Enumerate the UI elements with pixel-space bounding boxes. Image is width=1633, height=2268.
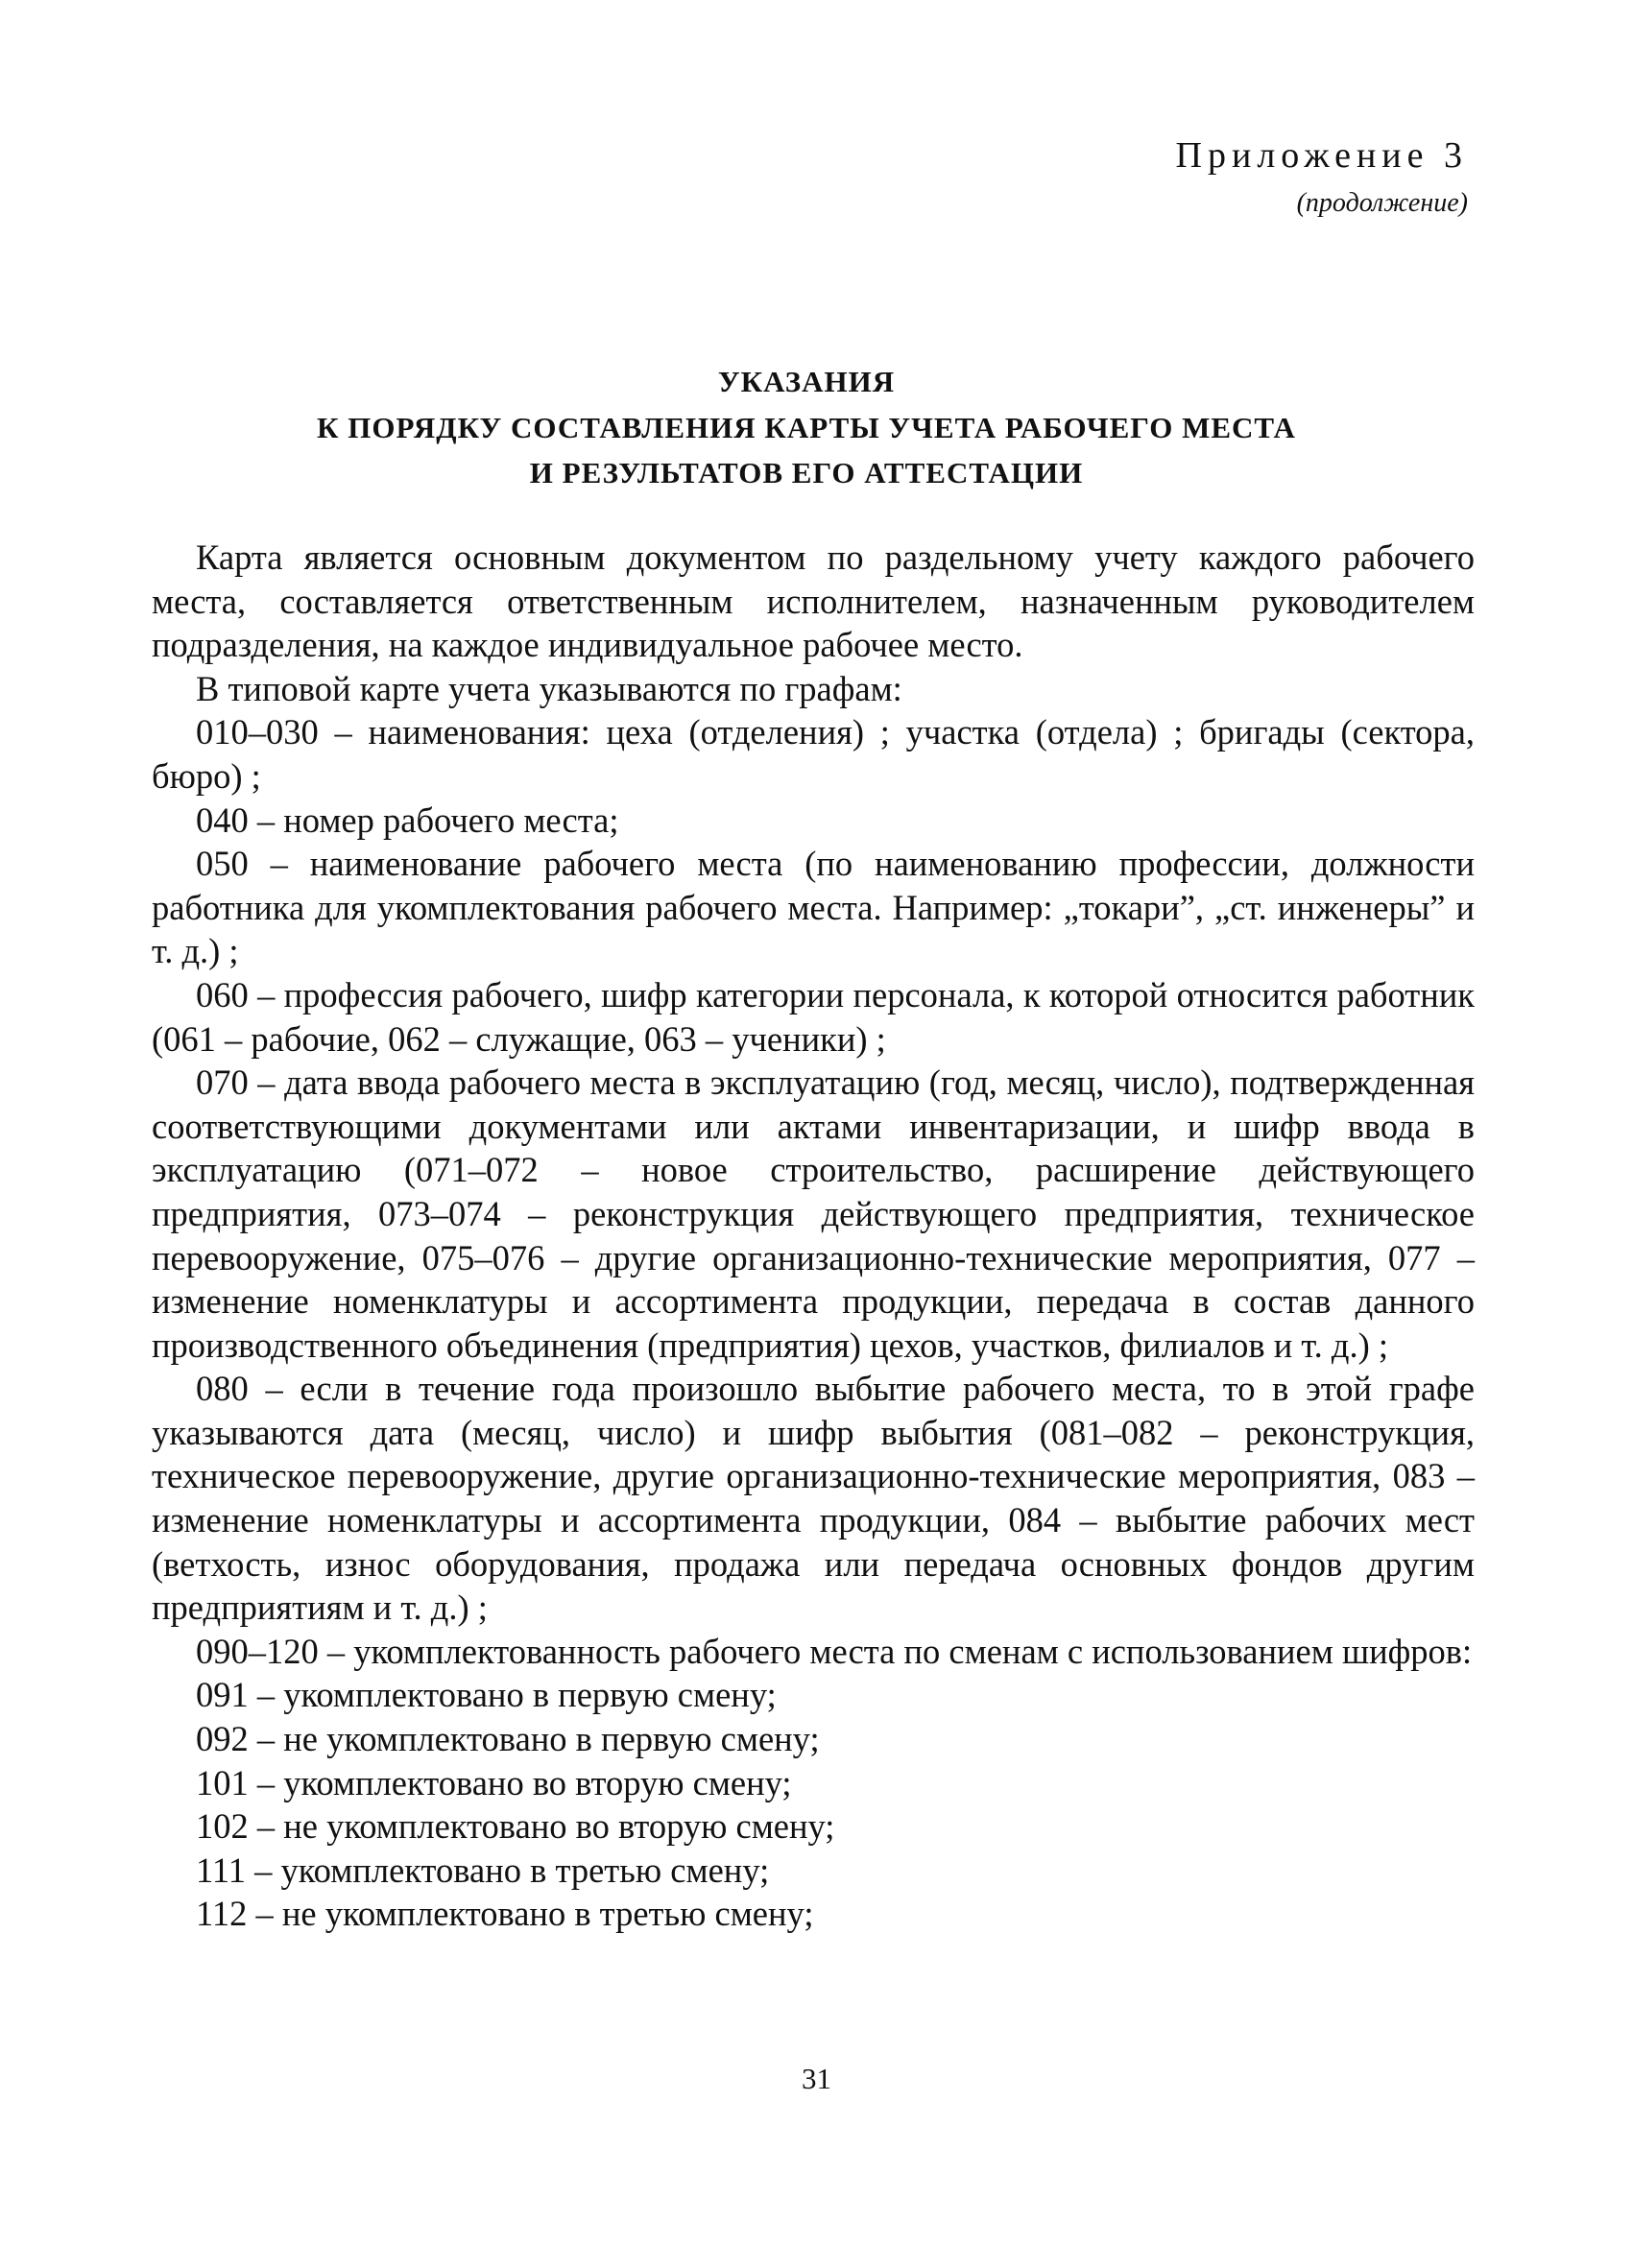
appendix-continuation: (продолжение) — [1296, 188, 1468, 218]
title-line-1: УКАЗАНИЯ — [717, 365, 896, 398]
paragraph-080: 080 – если в течение года произошло выбытие рабочего места, то в этой графе указываются дата (месяц, число) и шифр выбытия (081–082 – реконструкция, техническое перевооружение, другие организационно-технические мероприятия, 083 – изменение номенклатуры и ассортимента продукции, 084 – выбытие рабочих мест (ветхость, износ оборудования, продажа или передача основных фондов другим предприятиям и т. д.) ; — [152, 1369, 1475, 1628]
page-number: 31 — [802, 2062, 831, 2095]
paragraph-040: 040 – номер рабочего места; — [196, 800, 619, 840]
list-item-111: 111 – укомплектовано в третью смену; — [196, 1850, 770, 1890]
paragraph-090-120: 090–120 – укомплектованность рабочего места по сменам с использованием шифров: — [196, 1631, 1473, 1671]
list-item-091: 091 – укомплектовано в первую смену; — [196, 1675, 777, 1715]
appendix-label: Приложение 3 — [1175, 135, 1468, 176]
paragraph-070: 070 – дата ввода рабочего места в эксплуатацию (год, месяц, число), подтвержденная соответствующими документами или актами инвентаризации, и шифр ввода в эксплуатацию (071–072 – новое строительство, расширение действующего предприятия, 073–074 – реконструкция действующего предприятия, техническое перевооружение, 075–076 – другие организационно-технические мероприятия, 077 – изменение номенклатуры и ассортимента продукции, передача в состав данного производственного объединения (предприятия) цехов, участков, филиалов и т. д.) ; — [152, 1062, 1475, 1365]
list-item-092: 092 – не укомплектовано в первую смену; — [196, 1719, 820, 1759]
list-item-101: 101 – укомплектовано во вторую смену; — [196, 1762, 792, 1802]
paragraph-intro: Карта является основным документом по раздельному учету каждого рабочего места, составляется ответственным исполнителем, назначенным руководителем подразделения, на каждое индивидуальное рабочее место. — [152, 537, 1475, 665]
paragraph-columns-intro: В типовой карте учета указываются по графам: — [196, 668, 902, 708]
title-line-2: К ПОРЯДКУ СОСТАВЛЕНИЯ КАРТЫ УЧЕТА РАБОЧЕГО МЕСТА — [317, 411, 1296, 444]
paragraph-060: 060 – профессия рабочего, шифр категории персонала, к которой относится работник (061 – рабочие, 062 – служащие, 063 – ученики) ; — [152, 974, 1475, 1059]
list-item-112: 112 – не укомплектовано в третью смену; — [196, 1894, 814, 1934]
title-line-3: И РЕЗУЛЬТАТОВ ЕГО АТТЕСТАЦИИ — [529, 456, 1084, 489]
body-text — [152, 536, 1475, 1936]
paragraph-010-030: 010–030 – наименования: цеха (отделения) ; участка (отдела) ; бригады (сектора, бюро) ; — [152, 712, 1475, 796]
paragraph-050: 050 – наименование рабочего места (по наименованию профессии, должности работника для укомплектования рабочего места. Например: „токари”, „ст. инженеры” и т. д.) ; — [152, 844, 1475, 971]
list-item-102: 102 – не укомплектовано во вторую смену; — [196, 1806, 835, 1847]
